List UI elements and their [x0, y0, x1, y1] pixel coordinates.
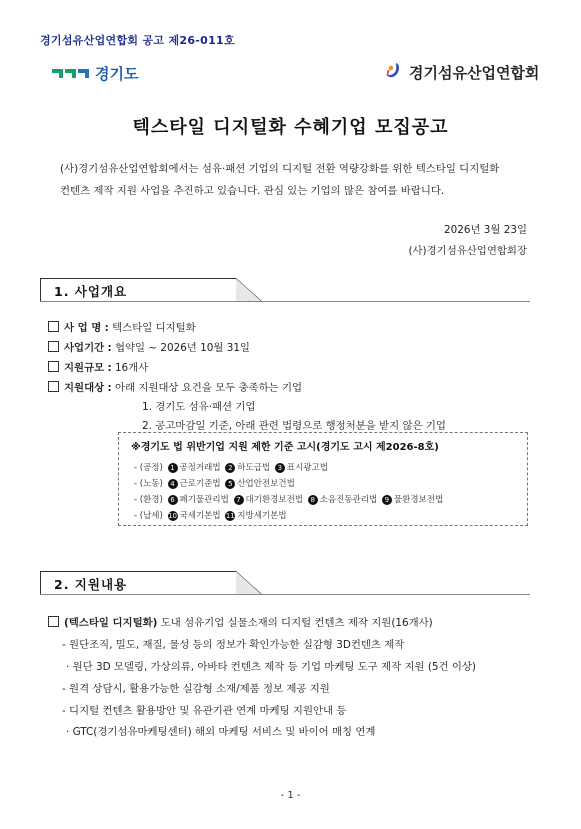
divider	[40, 301, 530, 302]
support-line-1: - 원단조직, 밀도, 재질, 물성 등의 정보가 확인가능한 실감형 3D컨텐츠 제작	[62, 639, 405, 651]
law-line-labor: - (노동) 4 근로기준법 5 산업안전보건법	[134, 479, 295, 489]
notice-date: 2026년 3월 23일	[444, 224, 527, 236]
law-line-tax: - (납세) 10 국세기본법 11 지방세기본법	[134, 511, 287, 521]
notice-number: 경기섬유산업연합회 공고 제26-011호	[40, 34, 235, 47]
support-line-5: · GTC(경기섬유마케팅센터) 해외 마케팅 서비스 및 바이어 매칭 연계	[66, 726, 376, 738]
overview-item-scale: 지원규모 : 16개사	[48, 359, 148, 374]
condition-1: 1. 경기도 섬유·패션 기업	[142, 401, 256, 413]
law-line-fair: - (공정) 1 공정거래법 2 하도급법 3 표시광고법	[134, 463, 328, 473]
federation-logo	[383, 61, 539, 83]
page-title: 텍스타일 디지털화 수혜기업 모집공고	[132, 117, 449, 138]
support-line-2: · 원단 3D 모델링, 가상의류, 아바타 컨텐츠 제작 등 기업 마케팅 도구 제작 지원 (5건 이상)	[66, 661, 476, 673]
section-2-title: 2. 지원내용	[54, 577, 128, 592]
section-2-heading	[40, 571, 262, 595]
intro-line-2: 컨텐츠 제작 지원 사업을 추진하고 있습니다. 관심 있는 기업의 많은 참여를 바랍니다.	[60, 185, 445, 197]
overview-item-period: 사업기간 : 협약일 ~ 2026년 10월 31일	[48, 339, 250, 354]
overview-item-target: 지원대상 : 아래 지원대상 요건을 모두 충족하는 기업	[48, 379, 302, 394]
support-line-4: - 디지털 컨텐츠 활용방안 및 유관기관 연계 마케팅 지원안내 등	[62, 705, 347, 717]
law-restriction-box	[118, 432, 528, 526]
support-line-3: - 원격 상담시, 활용가능한 실감형 소재/제품 정보 제공 지원	[62, 683, 330, 695]
overview-item-name: 사 업 명 : 텍스타일 디지털화	[48, 319, 196, 334]
federation-logo-text: 경기섬유산업연합회	[409, 63, 540, 82]
gyeonggi-logo	[52, 63, 138, 84]
checkbox-icon	[48, 616, 59, 627]
support-main-item: (텍스타일 디지털화) 도내 섬유기업 실물소재의 디지털 컨텐츠 제작 지원(16개사)	[48, 614, 433, 629]
section-1-heading	[40, 278, 262, 302]
page-number: - 1 -	[280, 790, 301, 801]
checkbox-icon	[48, 341, 59, 352]
intro-line-1: (사)경기섬유산업연합회에서는 섬유·패션 기업의 디지털 전환 역량강화를 위한 텍스타일 디지털화	[60, 163, 500, 175]
law-box-title: ※경기도 법 위반기업 지원 제한 기준 고시(경기도 고시 제2026-8호)	[131, 442, 439, 453]
checkbox-icon	[48, 361, 59, 372]
divider	[40, 594, 530, 595]
condition-2: 2. 공고마감일 기준, 아래 관련 법령으로 행정처분을 받지 않은 기업	[142, 420, 446, 432]
gyeonggi-logo-mark-icon	[52, 69, 89, 78]
signer: (사)경기섬유산업연합회장	[408, 245, 527, 257]
checkbox-icon	[48, 381, 59, 392]
checkbox-icon	[48, 321, 59, 332]
intro-paragraph	[60, 158, 540, 202]
gyeonggi-logo-text: 경기도	[95, 65, 139, 83]
section-1-title: 1. 사업개요	[54, 284, 128, 299]
law-line-environment: - (환경) 6 폐기물관리법 7 대기환경보전법 8 소음진동관리법 9 물환경보전법	[134, 495, 444, 505]
federation-logo-icon	[383, 61, 405, 83]
